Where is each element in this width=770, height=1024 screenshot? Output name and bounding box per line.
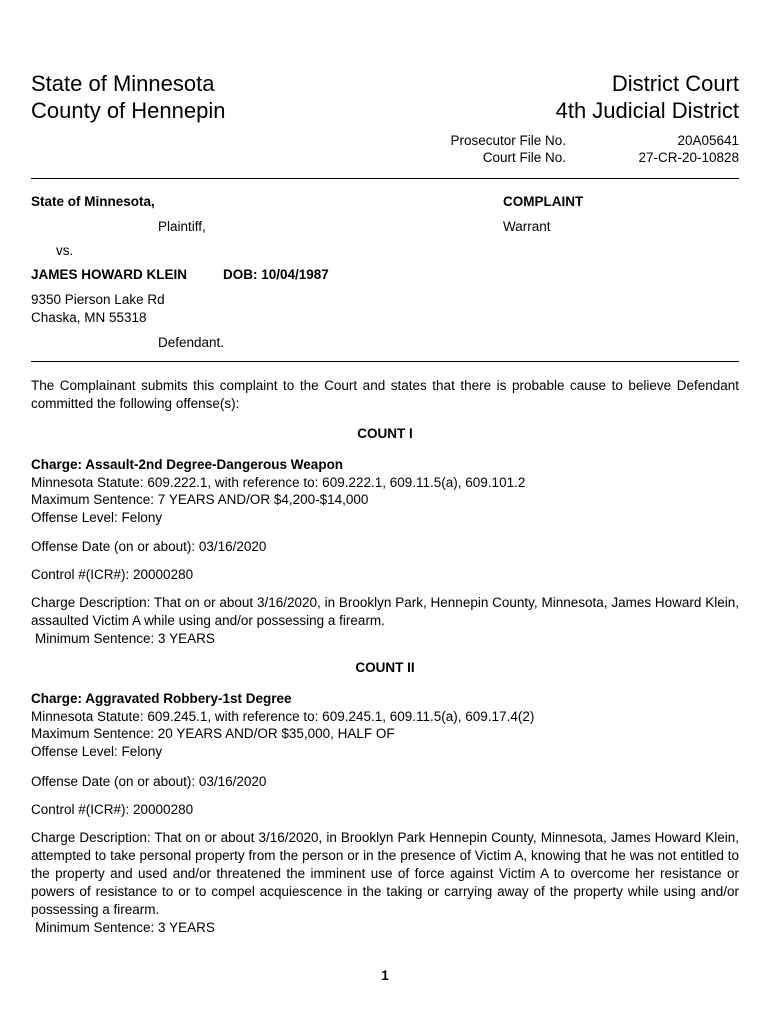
defendant-dob: DOB: 10/04/1987 <box>223 267 329 282</box>
count-2-heading: COUNT II <box>355 660 415 675</box>
plaintiff-name: State of Minnesota, <box>31 194 155 209</box>
count-1-max-sentence: Maximum Sentence: 7 YEARS AND/OR $4,200-$14,000 <box>31 492 369 507</box>
defendant-role: Defendant. <box>158 335 225 350</box>
count-1-heading: COUNT I <box>357 426 413 441</box>
count-1-details <box>31 456 739 526</box>
header-state: State of Minnesota <box>31 71 215 96</box>
count-1-offense-level: Offense Level: Felony <box>31 509 163 525</box>
count-2-charge: Charge: Aggravated Robbery-1st Degree <box>31 691 292 706</box>
court-file-value: 27-CR-20-10828 <box>638 150 739 165</box>
count-1-control-number: Control #(ICR#): 20000280 <box>31 567 194 582</box>
prosecutor-file-label: Prosecutor File No. <box>450 133 566 148</box>
header-court: District Court <box>611 71 739 96</box>
court-file-label: Court File No. <box>482 150 566 165</box>
count-2-offense-date: Offense Date (on or about): 03/16/2020 <box>31 774 267 789</box>
count-2-offense-level: Offense Level: Felony <box>31 743 163 759</box>
intro-paragraph: The Complainant submits this complaint to the Court and states that there is probable cause to believe Defendant committed the following offense(s): <box>31 378 739 411</box>
header-district: 4th Judicial District <box>555 98 739 123</box>
count-2-description: Charge Description: That on or about 3/16/2020, in Brooklyn Park Hennepin County, Minnesota, James Howard Klein, attempted to take personal property from the person or in the presence of Victim A, knowing that he was not entitled to the property and used and/or threatened the imminent use of force against Victim A to overcome her resistance or powers of resistance to or to compel acquiescence in the taking or carrying away of the property while using and/or possessing a firearm. <box>31 830 739 917</box>
count-2-statute: Minnesota Statute: 609.245.1, with reference to: 609.245.1, 609.11.5(a), 609.17.4(2) <box>31 708 535 724</box>
page-number: 1 <box>381 968 389 983</box>
document-type: COMPLAINT <box>503 194 584 209</box>
versus-label: vs. <box>56 243 74 258</box>
header-divider <box>31 178 739 179</box>
plaintiff-role: Plaintiff, <box>158 219 206 234</box>
count-2-max-sentence: Maximum Sentence: 20 YEARS AND/OR $35,000, HALF OF <box>31 726 395 741</box>
document-subtype: Warrant <box>503 219 551 234</box>
count-1-statute: Minnesota Statute: 609.222.1, with reference to: 609.222.1, 609.11.5(a), 609.101.2 <box>31 474 526 490</box>
count-1-offense-date: Offense Date (on or about): 03/16/2020 <box>31 539 267 554</box>
count-1-description: Charge Description: That on or about 3/16/2020, in Brooklyn Park, Hennepin County, Minnesota, James Howard Klein, assaulted Victim A while using and/or possessing a firearm. <box>31 595 739 628</box>
defendant-address-line1: 9350 Pierson Lake Rd <box>31 292 165 307</box>
defendant-name: JAMES HOWARD KLEIN <box>31 267 188 282</box>
caption-divider <box>31 361 739 362</box>
count-2-details <box>31 690 739 760</box>
defendant-address-line2: Chaska, MN 55318 <box>31 310 147 325</box>
count-2-control-number: Control #(ICR#): 20000280 <box>31 802 194 817</box>
count-1-min-sentence: Minimum Sentence: 3 YEARS <box>35 631 215 646</box>
count-2-min-sentence: Minimum Sentence: 3 YEARS <box>35 920 215 935</box>
prosecutor-file-value: 20A05641 <box>677 133 739 148</box>
header-county: County of Hennepin <box>31 98 226 123</box>
count-1-charge: Charge: Assault-2nd Degree-Dangerous Weapon <box>31 457 344 472</box>
